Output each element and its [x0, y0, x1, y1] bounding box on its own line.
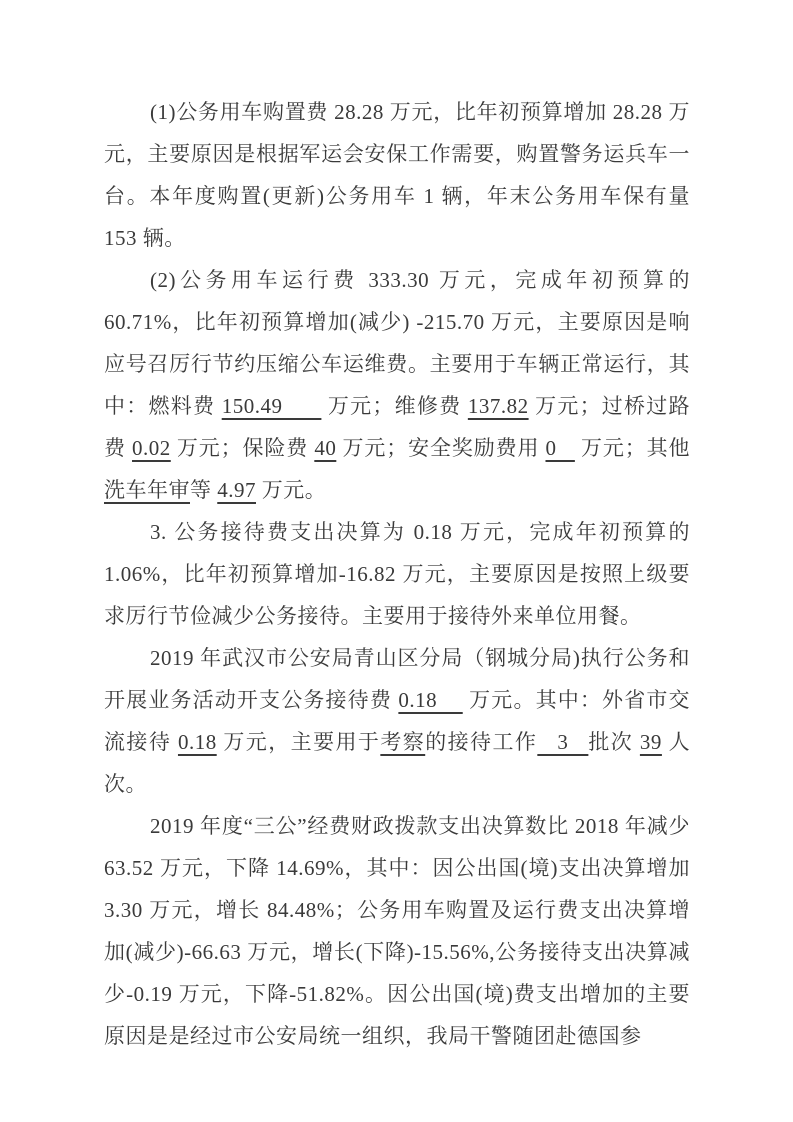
text-segment: 的接待工作 — [425, 730, 538, 754]
text-segment: 万元；其他 — [574, 436, 691, 460]
underlined-value: 4.97 — [217, 478, 256, 502]
underlined-value: 洗车年审 — [104, 478, 190, 502]
paragraph-vehicle-purchase-fee — [104, 91, 690, 259]
text-segment: 万元。 — [256, 478, 327, 502]
underlined-value: 0 — [545, 436, 575, 460]
text-segment: 万元；过桥过路费 — [104, 394, 691, 460]
text-segment: 2019 年度“三公”经费财政拨款支出决算数比 2018 年减少 63.52 万元，下降 14.69%，其中：因公出国(境)支出决算增加 3.30 万元，增长 84.48%；公务用车购置及运行费支出决算增加(减少)-66.63 万元，增长(下降)-15.56%,公务接待支出决算减少-0.19 万元，下降-51.82%。因公出国(境)费支出增加的主要原因是是经过市公安局统一组织，我局干警随团赴德国参 — [104, 814, 690, 1048]
text-segment: 2019 年武汉市公安局青山区分局（钢城分局)执行公务和开展业务活动开支公务接待费 — [104, 646, 690, 712]
paragraph-reception-detail — [104, 637, 690, 805]
text-segment: 人次。 — [104, 730, 691, 796]
text-segment: 万元，主要用于 — [216, 730, 381, 754]
underlined-value: 0.02 — [132, 436, 171, 460]
text-segment: 万元；维修费 — [321, 394, 468, 418]
underlined-value: 3 — [537, 730, 589, 754]
underlined-value: 考察 — [380, 730, 426, 754]
text-segment: 万元；保险费 — [170, 436, 315, 460]
text-segment: (2)公务用车运行费 333.30 万元，完成年初预算的 60.71%，比年初预算增加(减少) -215.70 万元，主要原因是响应号召厉行节约压缩公车运维费。主要用于车辆正常运行，其中：燃料费 — [104, 268, 690, 418]
text-segment: 等 — [190, 478, 218, 502]
text-segment: 万元；安全奖励费用 — [336, 436, 546, 460]
paragraph-official-reception-fee — [104, 511, 690, 637]
underlined-value: 150.49 — [221, 394, 322, 418]
underlined-value: 0.18 — [398, 688, 463, 712]
text-segment: 批次 — [588, 730, 640, 754]
underlined-value: 39 — [639, 730, 662, 754]
underlined-value: 137.82 — [467, 394, 529, 418]
text-segment: 万元。其中：外省市交流接待 — [104, 688, 691, 754]
underlined-value: 40 — [314, 436, 337, 460]
paragraph-three-public-comparison — [104, 805, 690, 1057]
text-segment: 3. 公务接待费支出决算为 0.18 万元，完成年初预算的 1.06%，比年初预算增加-16.82 万元，主要原因是按照上级要求厉行节俭减少公务接待。主要用于接待外来单位用餐。 — [104, 520, 690, 628]
underlined-value: 0.18 — [177, 730, 217, 754]
text-segment: (1)公务用车购置费 28.28 万元，比年初预算增加 28.28 万元，主要原因是根据军运会安保工作需要，购置警务运兵车一台。本年度购置(更新)公务用车 1 辆，年末公务用车保有量 153 辆。 — [104, 100, 690, 250]
paragraph-vehicle-operation-fee — [104, 259, 690, 511]
